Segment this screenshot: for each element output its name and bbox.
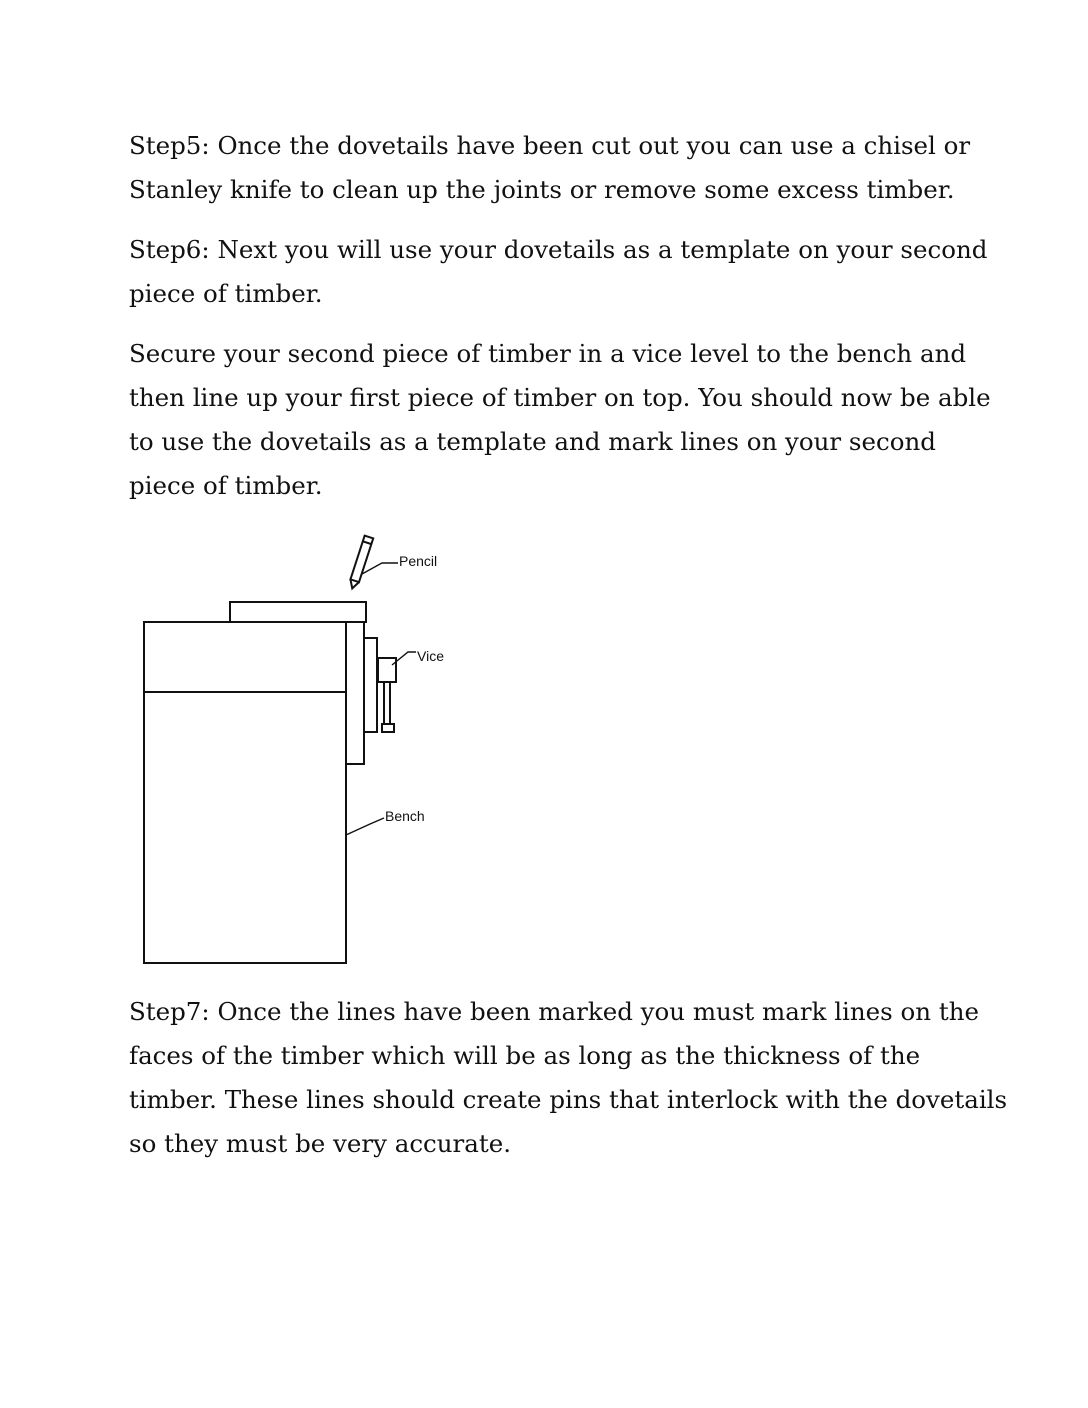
secure-timber-paragraph: Secure your second piece of timber in a vice level to the bench and then line up your first piece of timber on top. You should now be able to use the dovetails as a template and mark lines on your second piece of timber. — [129, 339, 991, 500]
bench-label: Bench — [385, 808, 425, 824]
pencil-leader — [362, 563, 398, 574]
vice-jaw — [364, 638, 377, 732]
step7-paragraph: Step7: Once the lines have been marked you must mark lines on the faces of the timber which will be as long as the thickness of the timber. These lines should create pins that interlock with the dovetails so they must be very accurate. — [129, 997, 1008, 1158]
bench-vice-drawing — [130, 530, 470, 970]
bench-leader — [346, 818, 384, 835]
pencil-icon — [348, 536, 373, 590]
step5-paragraph: Step5: Once the dovetails have been cut out you can use a chisel or Stanley knife to clean up the joints or remove some excess timber. — [129, 131, 971, 204]
vice-label: Vice — [417, 648, 444, 664]
step6-paragraph: Step6: Next you will use your dovetails as a template on your second piece of timber. — [129, 235, 988, 308]
bench-outline — [144, 622, 346, 963]
pencil-label: Pencil — [399, 553, 438, 569]
vice-housing — [378, 658, 396, 682]
vice-handle — [382, 724, 394, 732]
vice-screw — [384, 682, 390, 724]
first-timber-piece — [230, 602, 366, 622]
second-timber-piece — [346, 622, 364, 764]
bench-vice-diagram — [130, 530, 470, 970]
